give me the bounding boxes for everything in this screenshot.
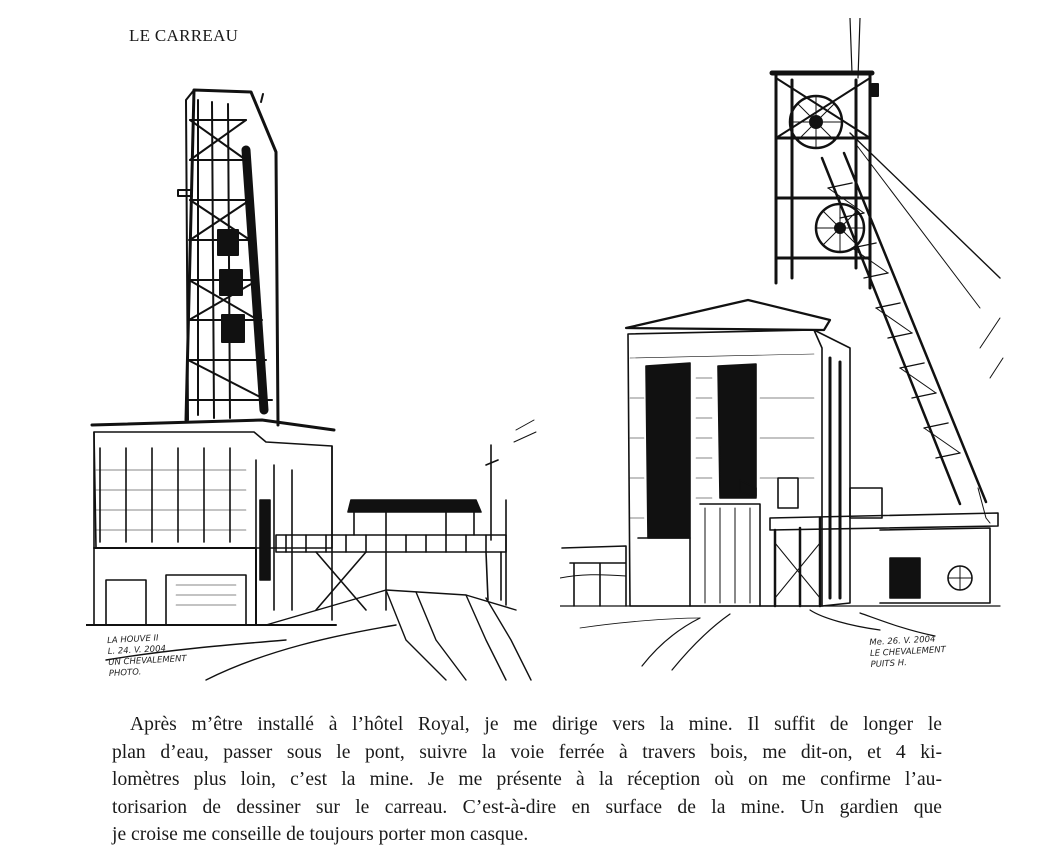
walkway-left bbox=[276, 420, 536, 610]
sketch-caption-right bbox=[869, 634, 947, 671]
caption-line: UN CHEVALEMENT bbox=[108, 653, 187, 669]
caption-line: PHOTO. bbox=[108, 667, 142, 680]
sketch-headframe-right bbox=[560, 18, 1010, 690]
body-line: plan d’eau, passer sous le pont, suivre la voie ferrée à travers bois, me dit-on, et 4 ki- bbox=[112, 741, 942, 763]
caption-line: LE CHEVALEMENT bbox=[869, 645, 947, 659]
caption-line: PUITS H. bbox=[870, 658, 908, 670]
sketch-headframe-left bbox=[86, 80, 546, 690]
body-line: torisarion de dessiner sur le carreau. C’est-à-dire en surface de la mine. Un gardien que bbox=[112, 796, 942, 818]
brick-building-right bbox=[626, 300, 850, 606]
structures-right bbox=[560, 488, 998, 606]
caption-line: Me. 26. V. 2004 bbox=[869, 634, 936, 648]
body-paragraph bbox=[112, 711, 942, 849]
sketch-caption-left bbox=[107, 632, 188, 680]
body-line: Après m’être installé à l’hôtel Royal, je me dirige vers la mine. Il suffit de longer le bbox=[130, 714, 942, 735]
building-left bbox=[86, 420, 336, 625]
body-line: lomètres plus loin, c’est la mine. Je me présente à la réception où on me confirme l’au- bbox=[112, 769, 942, 790]
caption-line: L. 24. V. 2004 bbox=[107, 644, 167, 658]
caption-line: LA HOUVE II bbox=[106, 633, 159, 647]
body-line: je croise me conseille de toujours porter mon casque. bbox=[112, 824, 529, 845]
inclined-backstay bbox=[822, 133, 1003, 504]
headframe-tower bbox=[178, 90, 278, 425]
section-title: LE CARREAU bbox=[129, 26, 239, 45]
